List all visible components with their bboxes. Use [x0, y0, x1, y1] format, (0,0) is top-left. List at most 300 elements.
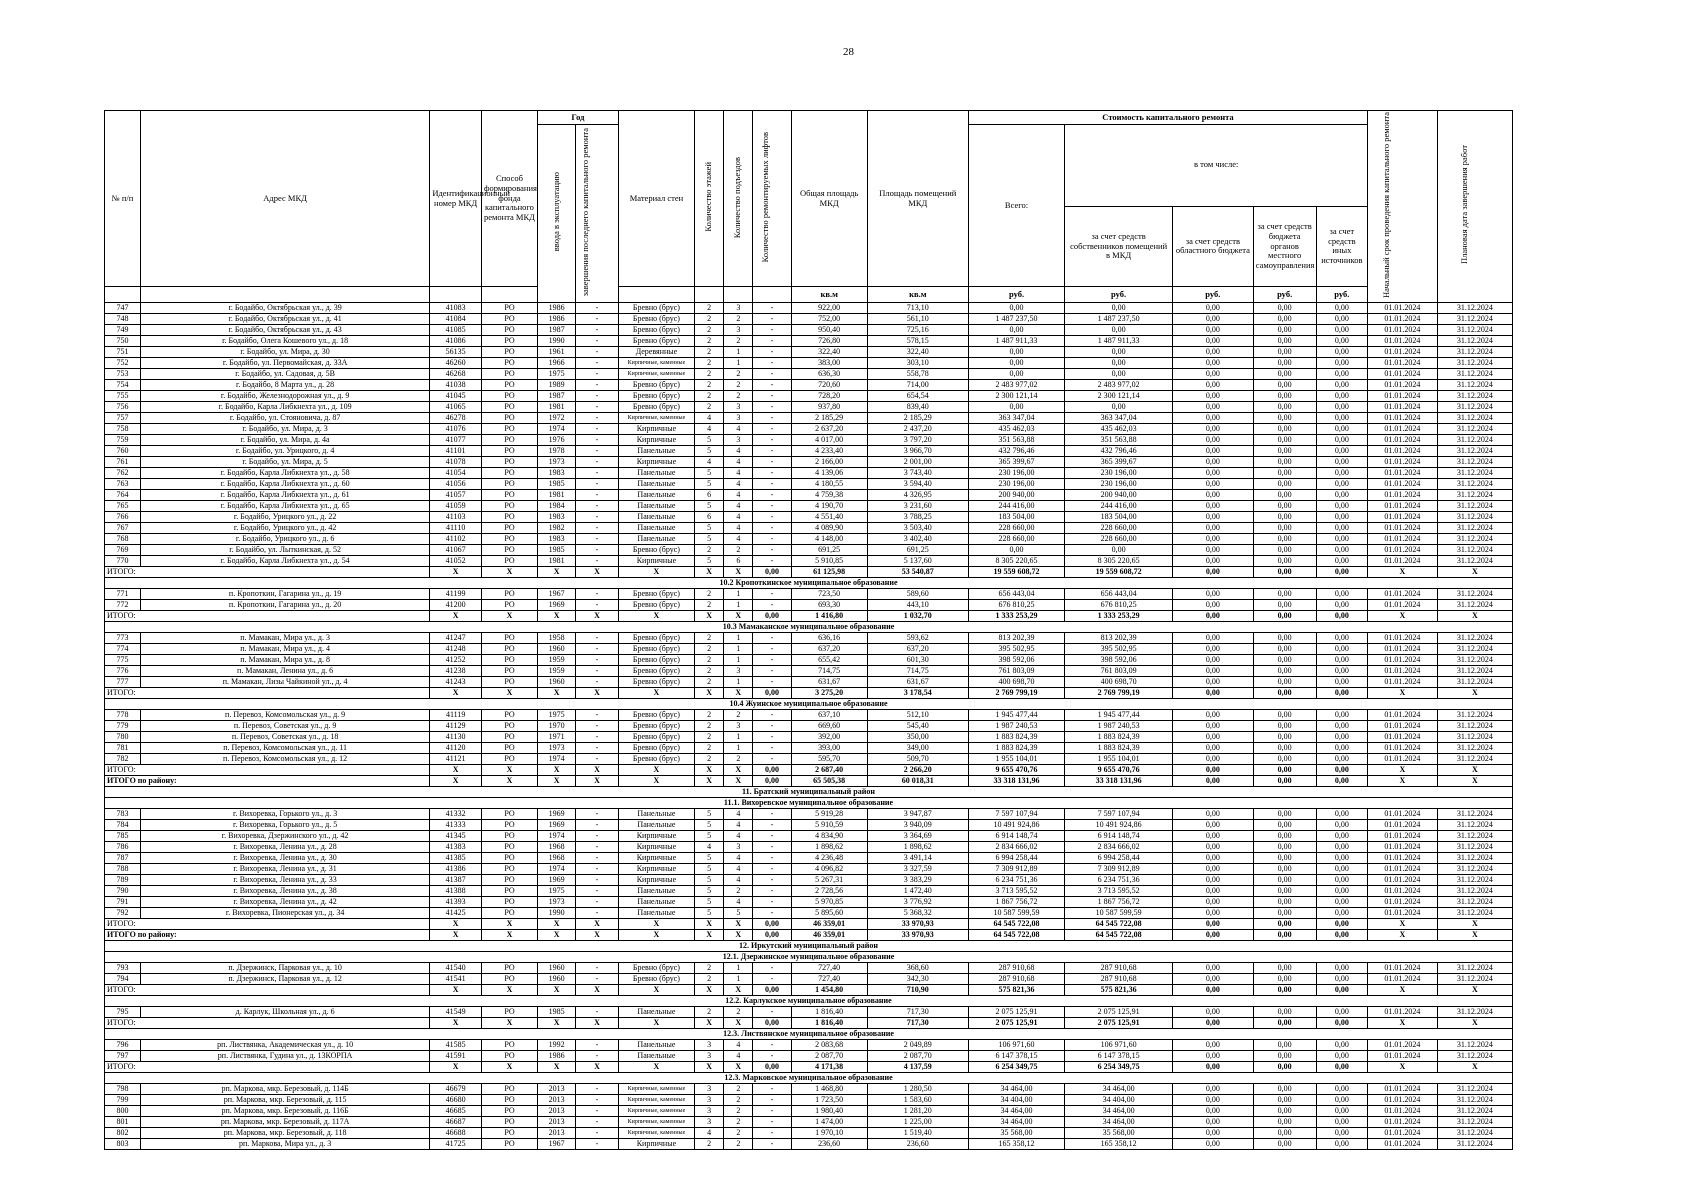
- lifts: -: [753, 445, 791, 456]
- address: рп. Маркова, мкр. Березовый, д. 114Б: [140, 1083, 429, 1094]
- plan-end-date: 31.12.2024: [1437, 390, 1512, 401]
- cost-total: 7 309 912,89: [968, 863, 1064, 874]
- rooms-area: 368,60: [867, 962, 968, 973]
- house-id: 41393: [430, 896, 482, 907]
- year-last-repair: -: [576, 973, 619, 984]
- lifts: -: [753, 709, 791, 720]
- address: п. Перевоз, Комсомольская ул., д. 12: [140, 753, 429, 764]
- floors: 4: [695, 841, 724, 852]
- lifts: -: [753, 368, 791, 379]
- cost-other: 0,00: [1316, 632, 1368, 643]
- table-row: [105, 1094, 1513, 1105]
- header-owners: за счет средств собственников помещений в МКД: [1065, 206, 1173, 286]
- address: г. Вихоревка, Ленина ул., д. 28: [140, 841, 429, 852]
- year-commission: 1983: [538, 533, 576, 544]
- cost-total: 7 597 107,94: [968, 808, 1064, 819]
- total-area: 1 816,40: [791, 1017, 867, 1028]
- total-area: 950,40: [791, 324, 867, 335]
- cost-local: 0,00: [1253, 555, 1316, 566]
- cost-other: 0,00: [1316, 588, 1368, 599]
- start-date: 01.01.2024: [1368, 885, 1438, 896]
- year-commission: 1990: [538, 907, 576, 918]
- house-id: 41386: [430, 863, 482, 874]
- lifts: -: [753, 434, 791, 445]
- year-commission: 1983: [538, 467, 576, 478]
- house-id: 41385: [430, 852, 482, 863]
- rooms-area: 2 437,20: [867, 423, 968, 434]
- fund-method: РО: [481, 973, 537, 984]
- address: рп. Маркова, мкр. Березовый, д. 118: [140, 1127, 429, 1138]
- cost-total: 228 660,00: [968, 533, 1064, 544]
- entrances: 4: [724, 819, 753, 830]
- cost-local: 0,00: [1253, 1083, 1316, 1094]
- plan-end-date: 31.12.2024: [1437, 401, 1512, 412]
- floors: 5: [695, 863, 724, 874]
- x-mark: X: [538, 929, 576, 940]
- cost-regional: 0,00: [1172, 830, 1253, 841]
- address: г. Бодайбо, ул. Мира, д. 3: [140, 423, 429, 434]
- x-mark: X: [695, 1017, 724, 1028]
- lifts: -: [753, 390, 791, 401]
- cost-regional: 0,00: [1172, 357, 1253, 368]
- rooms-area: 2 049,89: [867, 1039, 968, 1050]
- plan-end-date: 31.12.2024: [1437, 676, 1512, 687]
- header-total-area: Общая площадь МКД: [791, 111, 867, 287]
- year-last-repair: -: [576, 720, 619, 731]
- plan-end-date: 31.12.2024: [1437, 874, 1512, 885]
- cost-other: 0,00: [1316, 434, 1368, 445]
- cost-owners: 287 910,68: [1065, 962, 1173, 973]
- cost-local: 0,00: [1253, 863, 1316, 874]
- total-area: 5 910,85: [791, 555, 867, 566]
- table-row: [105, 885, 1513, 896]
- rooms-area: 3 947,87: [867, 808, 968, 819]
- wall-material: Кирпичные, каменные: [618, 1105, 694, 1116]
- cost-total: 656 443,04: [968, 588, 1064, 599]
- x-mark: X: [1368, 775, 1438, 786]
- rooms-area: 1 225,00: [867, 1116, 968, 1127]
- x-mark: X: [724, 929, 753, 940]
- address: г. Бодайбо, Урицкого ул., д. 22: [140, 511, 429, 522]
- year-commission: 1959: [538, 654, 576, 665]
- year-commission: 1967: [538, 588, 576, 599]
- rooms-area: 3 503,40: [867, 522, 968, 533]
- plan-end-date: 31.12.2024: [1437, 434, 1512, 445]
- fund-method: РО: [481, 896, 537, 907]
- total-row: [105, 984, 1513, 995]
- rooms-area: 558,78: [867, 368, 968, 379]
- fund-method: РО: [481, 885, 537, 896]
- row-number: 755: [105, 390, 141, 401]
- wall-material: Бревно (брус): [618, 588, 694, 599]
- entrances: 2: [724, 1105, 753, 1116]
- cost-local: 0,00: [1253, 467, 1316, 478]
- address: г. Бодайбо, ул. Мира, д. 4а: [140, 434, 429, 445]
- total-area: 2 185,29: [791, 412, 867, 423]
- total-area: 4 171,38: [791, 1061, 867, 1072]
- total-area: 720,60: [791, 379, 867, 390]
- address: г. Бодайбо, 8 Марта ул., д. 28: [140, 379, 429, 390]
- rooms-area: 350,00: [867, 731, 968, 742]
- lifts: -: [753, 522, 791, 533]
- cost-total: 287 910,68: [968, 962, 1064, 973]
- entrances: 4: [724, 467, 753, 478]
- year-last-repair: -: [576, 1050, 619, 1061]
- row-number: 779: [105, 720, 141, 731]
- x-mark: X: [538, 775, 576, 786]
- start-date: 01.01.2024: [1368, 1006, 1438, 1017]
- cost-other: 0,00: [1316, 1116, 1368, 1127]
- year-last-repair: -: [576, 324, 619, 335]
- section-title: 12.1. Дзержинское муниципальное образование: [105, 951, 1513, 962]
- cost-local: 0,00: [1253, 511, 1316, 522]
- lifts: -: [753, 324, 791, 335]
- row-number: 789: [105, 874, 141, 885]
- cost-other: 0,00: [1316, 324, 1368, 335]
- entrances: 4: [724, 874, 753, 885]
- cost-other: 0,00: [1316, 379, 1368, 390]
- total-label: ИТОГО:: [105, 1061, 430, 1072]
- table-row: [105, 973, 1513, 984]
- x-mark: X: [1437, 775, 1512, 786]
- row-number: 754: [105, 379, 141, 390]
- rooms-area: 3 231,60: [867, 500, 968, 511]
- total-area: 2 687,40: [791, 764, 867, 775]
- cost-owners: 1 955 104,01: [1065, 753, 1173, 764]
- entrances: 3: [724, 434, 753, 445]
- total-lifts: 0,00: [753, 1017, 791, 1028]
- address: рп. Маркова, Мира ул., д. 3: [140, 1138, 429, 1149]
- floors: 5: [695, 522, 724, 533]
- table-row: [105, 555, 1513, 566]
- cost-local: 0,00: [1253, 753, 1316, 764]
- total-area: 728,20: [791, 390, 867, 401]
- unit-rub: руб.: [1065, 287, 1173, 303]
- total-lifts: 0,00: [753, 764, 791, 775]
- year-commission: 1973: [538, 456, 576, 467]
- header-rooms-area: Площадь помещений МКД: [867, 111, 968, 287]
- entrances: 2: [724, 335, 753, 346]
- row-number: 768: [105, 533, 141, 544]
- year-commission: 1975: [538, 885, 576, 896]
- house-id: 41200: [430, 599, 482, 610]
- row-number: 797: [105, 1050, 141, 1061]
- lifts: -: [753, 1127, 791, 1138]
- cost-owners: 0,00: [1065, 357, 1173, 368]
- row-number: 763: [105, 478, 141, 489]
- cost-other: 0,00: [1316, 1050, 1368, 1061]
- rooms-area: 545,40: [867, 720, 968, 731]
- address: г. Бодайбо, Железнодорожная ул., д. 9: [140, 390, 429, 401]
- rooms-area: 3 743,40: [867, 467, 968, 478]
- fund-method: РО: [481, 632, 537, 643]
- wall-material: Панельные: [618, 907, 694, 918]
- cost-regional: 0,00: [1172, 654, 1253, 665]
- cost-total: 0,00: [968, 368, 1064, 379]
- row-number: 750: [105, 335, 141, 346]
- entrances: 4: [724, 456, 753, 467]
- table-row: [105, 511, 1513, 522]
- year-commission: 1969: [538, 808, 576, 819]
- address: г. Вихоревка, Ленина ул., д. 30: [140, 852, 429, 863]
- lifts: -: [753, 302, 791, 313]
- lifts: -: [753, 533, 791, 544]
- x-mark: X: [481, 1017, 537, 1028]
- fund-method: РО: [481, 555, 537, 566]
- cost-local: 0,00: [1253, 302, 1316, 313]
- year-last-repair: -: [576, 401, 619, 412]
- entrances: 2: [724, 709, 753, 720]
- floors: 5: [695, 852, 724, 863]
- total-row: [105, 775, 1513, 786]
- total-area: 637,10: [791, 709, 867, 720]
- year-last-repair: -: [576, 1094, 619, 1105]
- wall-material: Панельные: [618, 1050, 694, 1061]
- year-last-repair: -: [576, 863, 619, 874]
- start-date: 01.01.2024: [1368, 544, 1438, 555]
- wall-material: Бревно (брус): [618, 731, 694, 742]
- address: г. Вихоревка, Ленина ул., д. 31: [140, 863, 429, 874]
- plan-end-date: 31.12.2024: [1437, 423, 1512, 434]
- entrances: 3: [724, 720, 753, 731]
- entrances: 1: [724, 676, 753, 687]
- wall-material: Кирпичные: [618, 555, 694, 566]
- year-last-repair: -: [576, 830, 619, 841]
- x-mark: X: [1437, 610, 1512, 621]
- start-date: 01.01.2024: [1368, 665, 1438, 676]
- lifts: -: [753, 731, 791, 742]
- wall-material: Кирпичные, каменные: [618, 1116, 694, 1127]
- entrances: 1: [724, 643, 753, 654]
- total-area: 1 454,80: [791, 984, 867, 995]
- cost-regional: 0,00: [1172, 1105, 1253, 1116]
- year-commission: 2013: [538, 1094, 576, 1105]
- total-area: 1 898,62: [791, 841, 867, 852]
- cost-regional: 0,00: [1172, 533, 1253, 544]
- row-number: 784: [105, 819, 141, 830]
- cost-other: 0,00: [1316, 830, 1368, 841]
- cost-regional: 0,00: [1172, 1138, 1253, 1149]
- fund-method: РО: [481, 731, 537, 742]
- total-area: 723,50: [791, 588, 867, 599]
- cost-owners: 395 502,95: [1065, 643, 1173, 654]
- total-area: 2 087,70: [791, 1050, 867, 1061]
- year-commission: 1973: [538, 742, 576, 753]
- year-last-repair: -: [576, 885, 619, 896]
- fund-method: РО: [481, 1083, 537, 1094]
- total-area: 1 468,80: [791, 1083, 867, 1094]
- header-year-commission: ввода в эксплуатацию: [550, 172, 561, 252]
- cost-owners: 34 464,00: [1065, 1083, 1173, 1094]
- page-number: 28: [843, 46, 854, 58]
- cost-owners: 1 883 824,39: [1065, 742, 1173, 753]
- total-area: 1 416,80: [791, 610, 867, 621]
- total-owners: 64 545 722,08: [1065, 918, 1173, 929]
- total-other: 0,00: [1316, 1017, 1368, 1028]
- entrances: 2: [724, 379, 753, 390]
- address: п. Кропоткин, Гагарина ул., д. 20: [140, 599, 429, 610]
- rooms-area: 2 001,00: [867, 456, 968, 467]
- cost-regional: 0,00: [1172, 1050, 1253, 1061]
- entrances: 3: [724, 324, 753, 335]
- row-number: 794: [105, 973, 141, 984]
- x-mark: X: [481, 610, 537, 621]
- cost-owners: 813 202,39: [1065, 632, 1173, 643]
- address: п. Мамакан, Мира ул., д. 4: [140, 643, 429, 654]
- wall-material: Панельные: [618, 478, 694, 489]
- address: г. Вихоревка, Ленина ул., д. 33: [140, 874, 429, 885]
- plan-end-date: 31.12.2024: [1437, 412, 1512, 423]
- rooms-area: 3 594,40: [867, 478, 968, 489]
- x-mark: X: [576, 1061, 619, 1072]
- row-number: 792: [105, 907, 141, 918]
- start-date: 01.01.2024: [1368, 643, 1438, 654]
- wall-material: Панельные: [618, 819, 694, 830]
- floors: 5: [695, 874, 724, 885]
- cost-total: 10 587 599,59: [968, 907, 1064, 918]
- cost-total: 6 234 751,36: [968, 874, 1064, 885]
- cost-local: 0,00: [1253, 819, 1316, 830]
- x-mark: X: [1437, 1061, 1512, 1072]
- rooms-area: 4 326,95: [867, 489, 968, 500]
- cost-owners: 676 810,25: [1065, 599, 1173, 610]
- cost-owners: 34 464,00: [1065, 1116, 1173, 1127]
- x-mark: X: [1437, 764, 1512, 775]
- floors: 3: [695, 1083, 724, 1094]
- cost-total: 0,00: [968, 346, 1064, 357]
- entrances: 2: [724, 885, 753, 896]
- entrances: 1: [724, 588, 753, 599]
- total-lifts: 0,00: [753, 1061, 791, 1072]
- house-id: 41067: [430, 544, 482, 555]
- table-row: [105, 962, 1513, 973]
- x-mark: X: [430, 984, 482, 995]
- cost-local: 0,00: [1253, 896, 1316, 907]
- address: г. Вихоревка, Ленина ул., д. 38: [140, 885, 429, 896]
- floors: 2: [695, 753, 724, 764]
- floors: 2: [695, 401, 724, 412]
- year-commission: 1966: [538, 357, 576, 368]
- wall-material: Бревно (брус): [618, 742, 694, 753]
- cost-regional: 0,00: [1172, 379, 1253, 390]
- x-mark: X: [695, 566, 724, 577]
- lifts: -: [753, 412, 791, 423]
- cost-total: 2 834 666,02: [968, 841, 1064, 852]
- total-area: 61 125,98: [791, 566, 867, 577]
- total-cost: 64 545 722,08: [968, 929, 1064, 940]
- lifts: -: [753, 335, 791, 346]
- year-commission: 1960: [538, 643, 576, 654]
- cost-local: 0,00: [1253, 313, 1316, 324]
- cost-owners: 1 945 477,44: [1065, 709, 1173, 720]
- address: г. Бодайбо, ул. Первомайская, д. 33А: [140, 357, 429, 368]
- wall-material: Кирпичные, каменные: [618, 1094, 694, 1105]
- cost-other: 0,00: [1316, 500, 1368, 511]
- house-id: 41103: [430, 511, 482, 522]
- x-mark: X: [724, 566, 753, 577]
- cost-total: 1 487 237,50: [968, 313, 1064, 324]
- row-number: 788: [105, 863, 141, 874]
- row-number: 769: [105, 544, 141, 555]
- total-area: 2 728,56: [791, 885, 867, 896]
- cost-other: 0,00: [1316, 896, 1368, 907]
- address: г. Бодайбо, Урицкого ул., д. 6: [140, 533, 429, 544]
- year-commission: 1975: [538, 709, 576, 720]
- fund-method: РО: [481, 1127, 537, 1138]
- floors: 5: [695, 434, 724, 445]
- year-last-repair: -: [576, 841, 619, 852]
- fund-method: РО: [481, 445, 537, 456]
- plan-end-date: 31.12.2024: [1437, 1105, 1512, 1116]
- rooms-area: 3 383,29: [867, 874, 968, 885]
- plan-end-date: 31.12.2024: [1437, 533, 1512, 544]
- section-header-row: [105, 940, 1513, 951]
- lifts: -: [753, 467, 791, 478]
- cost-total: 432 796,46: [968, 445, 1064, 456]
- wall-material: Бревно (брус): [618, 973, 694, 984]
- total-row: [105, 918, 1513, 929]
- total-area: 65 505,38: [791, 775, 867, 786]
- entrances: 4: [724, 423, 753, 434]
- x-mark: X: [724, 610, 753, 621]
- fund-method: РО: [481, 401, 537, 412]
- fund-method: РО: [481, 423, 537, 434]
- x-mark: X: [1437, 929, 1512, 940]
- x-mark: X: [695, 687, 724, 698]
- total-cost: 64 545 722,08: [968, 918, 1064, 929]
- start-date: 01.01.2024: [1368, 654, 1438, 665]
- house-id: 41076: [430, 423, 482, 434]
- lifts: -: [753, 973, 791, 984]
- wall-material: Кирпичные: [618, 456, 694, 467]
- plan-end-date: 31.12.2024: [1437, 544, 1512, 555]
- year-commission: 1989: [538, 379, 576, 390]
- cost-regional: 0,00: [1172, 753, 1253, 764]
- floors: 5: [695, 885, 724, 896]
- cost-regional: 0,00: [1172, 423, 1253, 434]
- row-number: 771: [105, 588, 141, 599]
- lifts: -: [753, 1006, 791, 1017]
- total-regional: 0,00: [1172, 775, 1253, 786]
- cost-other: 0,00: [1316, 907, 1368, 918]
- year-commission: 1972: [538, 412, 576, 423]
- wall-material: Бревно (брус): [618, 632, 694, 643]
- x-mark: X: [724, 775, 753, 786]
- x-mark: X: [538, 984, 576, 995]
- start-date: 01.01.2024: [1368, 962, 1438, 973]
- floors: 2: [695, 335, 724, 346]
- cost-local: 0,00: [1253, 885, 1316, 896]
- plan-end-date: 31.12.2024: [1437, 632, 1512, 643]
- cost-regional: 0,00: [1172, 841, 1253, 852]
- floors: 2: [695, 643, 724, 654]
- lifts: -: [753, 313, 791, 324]
- year-last-repair: -: [576, 907, 619, 918]
- cost-owners: 2 300 121,14: [1065, 390, 1173, 401]
- entrances: 4: [724, 1050, 753, 1061]
- entrances: 1: [724, 599, 753, 610]
- total-rooms-area: 1 032,70: [867, 610, 968, 621]
- cost-regional: 0,00: [1172, 335, 1253, 346]
- address: г. Бодайбо, ул. Урицкого, д. 4: [140, 445, 429, 456]
- start-date: 01.01.2024: [1368, 599, 1438, 610]
- rooms-area: 322,40: [867, 346, 968, 357]
- table-row: [105, 720, 1513, 731]
- rooms-area: 839,40: [867, 401, 968, 412]
- house-id: 41078: [430, 456, 482, 467]
- x-mark: X: [481, 1061, 537, 1072]
- cost-owners: 228 660,00: [1065, 522, 1173, 533]
